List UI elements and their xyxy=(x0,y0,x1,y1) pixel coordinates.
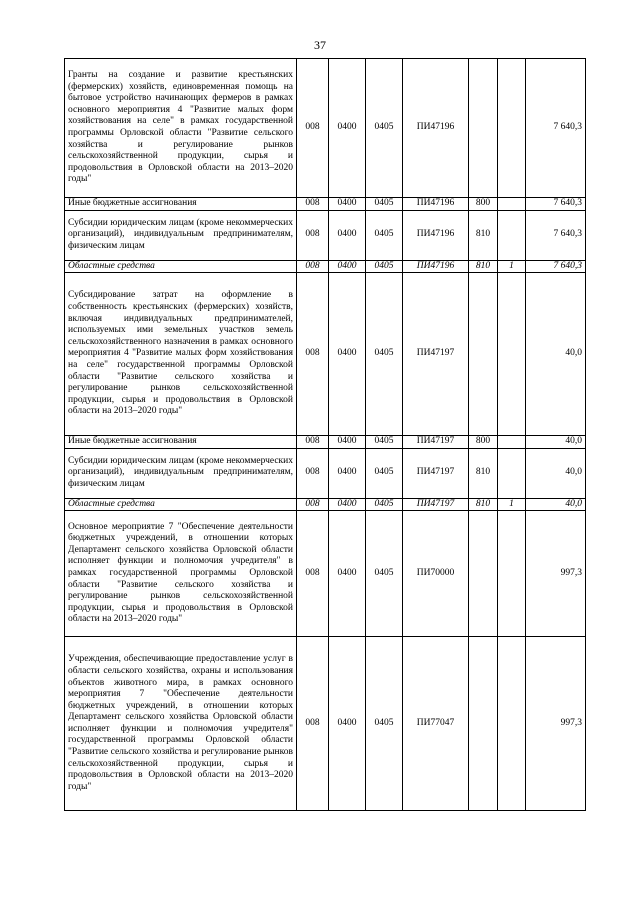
target-article-code: ПИ47196 xyxy=(403,260,469,273)
ministry-code: 008 xyxy=(297,198,329,211)
target-article-code: ПИ77047 xyxy=(403,637,469,811)
subsection-code: 0405 xyxy=(366,273,403,436)
expense-type-code: 810 xyxy=(469,210,498,260)
subsection-code: 0405 xyxy=(366,59,403,198)
target-article-code: ПИ47196 xyxy=(403,198,469,211)
table-row xyxy=(65,637,586,811)
section-code: 0400 xyxy=(329,59,366,198)
funding-source-code xyxy=(498,436,526,449)
amount: 7 640,3 xyxy=(526,210,586,260)
expense-type-code: 810 xyxy=(469,260,498,273)
table-row xyxy=(65,436,586,449)
row-description: Областные средства xyxy=(65,498,297,511)
expense-type-code xyxy=(469,59,498,198)
target-article-code: ПИ70000 xyxy=(403,511,469,637)
amount: 7 640,3 xyxy=(526,260,586,273)
target-article-code: ПИ47197 xyxy=(403,448,469,498)
ministry-code: 008 xyxy=(297,59,329,198)
expense-type-code: 800 xyxy=(469,198,498,211)
subsection-code: 0405 xyxy=(366,210,403,260)
amount: 997,3 xyxy=(526,637,586,811)
subsection-code: 0405 xyxy=(366,498,403,511)
ministry-code: 008 xyxy=(297,448,329,498)
table-body xyxy=(65,59,586,811)
section-code: 0400 xyxy=(329,436,366,449)
expense-type-code xyxy=(469,511,498,637)
table-row xyxy=(65,210,586,260)
section-code: 0400 xyxy=(329,198,366,211)
subsection-code: 0405 xyxy=(366,637,403,811)
target-article-code: ПИ47196 xyxy=(403,59,469,198)
row-description: Субсидии юридическим лицам (кроме некоммерческих организаций), индивидуальным предпринимателям, физическим лицам xyxy=(65,210,297,260)
row-description: Иные бюджетные ассигнования xyxy=(65,436,297,449)
funding-source-code xyxy=(498,273,526,436)
ministry-code: 008 xyxy=(297,260,329,273)
row-description: Иные бюджетные ассигнования xyxy=(65,198,297,211)
target-article-code: ПИ47197 xyxy=(403,498,469,511)
funding-source-code: 1 xyxy=(498,260,526,273)
amount: 7 640,3 xyxy=(526,59,586,198)
section-code: 0400 xyxy=(329,273,366,436)
funding-source-code xyxy=(498,511,526,637)
funding-source-code xyxy=(498,198,526,211)
target-article-code: ПИ47197 xyxy=(403,436,469,449)
expense-type-code xyxy=(469,637,498,811)
table-row xyxy=(65,498,586,511)
target-article-code: ПИ47196 xyxy=(403,210,469,260)
funding-source-code xyxy=(498,637,526,811)
amount: 40,0 xyxy=(526,436,586,449)
funding-source-code xyxy=(498,59,526,198)
section-code: 0400 xyxy=(329,511,366,637)
table-row xyxy=(65,260,586,273)
ministry-code: 008 xyxy=(297,637,329,811)
section-code: 0400 xyxy=(329,448,366,498)
expense-type-code: 800 xyxy=(469,436,498,449)
section-code: 0400 xyxy=(329,210,366,260)
amount: 40,0 xyxy=(526,498,586,511)
amount: 40,0 xyxy=(526,448,586,498)
expense-type-code xyxy=(469,273,498,436)
subsection-code: 0405 xyxy=(366,448,403,498)
expense-type-code: 810 xyxy=(469,498,498,511)
section-code: 0400 xyxy=(329,498,366,511)
amount: 40,0 xyxy=(526,273,586,436)
table-row xyxy=(65,273,586,436)
amount: 7 640,3 xyxy=(526,198,586,211)
amount: 997,3 xyxy=(526,511,586,637)
row-description: Областные средства xyxy=(65,260,297,273)
funding-source-code: 1 xyxy=(498,498,526,511)
row-description: Субсидирование затрат на оформление в собственность крестьянских (фермерских) хозяйств, включая индивидуальных предпринимателей, используемых ими земельных участков земель сельскохозяйственного назначения в рамках основного мероприятия 4 "Развитие малых форм хозяйствования на селе" государственной программы Орловской области "Развитие сельского хозяйства и регулирование рынков сельскохозяйственной продукции, сырья и продовольствия в Орловской области на 2013–2020 годы" xyxy=(65,273,297,436)
row-description: Гранты на создание и развитие крестьянских (фермерских) хозяйств, единовременная помощь на бытовое устройство начинающих фермеров в рамках основного мероприятия 4 "Развитие малых форм хозяйствования на селе" в рамках государственной программы Орловской области "Развитие сельского хозяйства и регулирование рынков сельскохозяйственной продукции, сырья и продовольствия в Орловской области на 2013–2020 годы" xyxy=(65,59,297,198)
row-description: Основное мероприятие 7 "Обеспечение деятельности бюджетных учреждений, в отношении которых Департамент сельского хозяйства Орловской области исполняет функции и полномочия учредителя" в рамках государственной программы Орловской области "Развитие сельского хозяйства и регулирование рынков сельскохозяйственной продукции, сырья и продовольствия в Орловской области на 2013–2020 годы" xyxy=(65,511,297,637)
ministry-code: 008 xyxy=(297,210,329,260)
section-code: 0400 xyxy=(329,637,366,811)
expense-type-code: 810 xyxy=(469,448,498,498)
budget-table xyxy=(64,58,586,811)
page-number: 37 xyxy=(314,38,326,52)
ministry-code: 008 xyxy=(297,511,329,637)
table-row xyxy=(65,448,586,498)
table-row xyxy=(65,511,586,637)
funding-source-code xyxy=(498,210,526,260)
row-description: Субсидии юридическим лицам (кроме некоммерческих организаций), индивидуальным предпринимателям, физическим лицам xyxy=(65,448,297,498)
funding-source-code xyxy=(498,448,526,498)
subsection-code: 0405 xyxy=(366,198,403,211)
row-description: Учреждения, обеспечивающие предоставление услуг в области сельского хозяйства, охраны и использования объектов животного мира, в рамках основного мероприятия 7 "Обеспечение деятельности бюджетных учреждений, в отношении которых Департамент сельского хозяйства Орловской области исполняет функции и полномочия учредителя" государственной программы Орловской области "Развитие сельского хозяйства и регулирование рынков сельскохозяйственной продукции, сырья и продовольствия в Орловской области на 2013–2020 годы" xyxy=(65,637,297,811)
ministry-code: 008 xyxy=(297,436,329,449)
section-code: 0400 xyxy=(329,260,366,273)
table-row xyxy=(65,198,586,211)
table-row xyxy=(65,59,586,198)
subsection-code: 0405 xyxy=(366,260,403,273)
ministry-code: 008 xyxy=(297,498,329,511)
target-article-code: ПИ47197 xyxy=(403,273,469,436)
ministry-code: 008 xyxy=(297,273,329,436)
subsection-code: 0405 xyxy=(366,436,403,449)
subsection-code: 0405 xyxy=(366,511,403,637)
